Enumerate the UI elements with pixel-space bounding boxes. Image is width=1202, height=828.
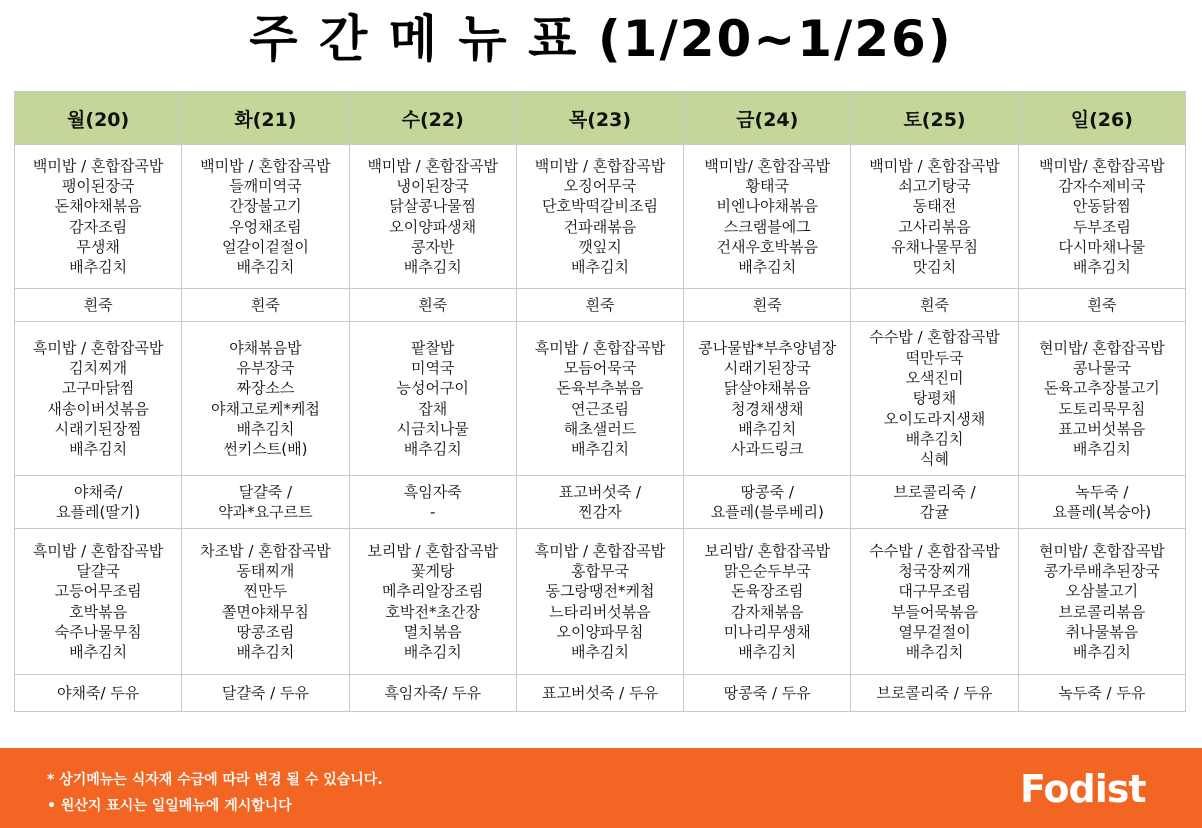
menu-cell [684, 322, 851, 476]
menu-cell [349, 145, 516, 289]
menu-item: 오색진미 [905, 369, 964, 388]
menu-item: 배추김치 [403, 440, 462, 459]
menu-item: 무생채 [76, 237, 120, 256]
menu-item: 백미밥 / 혼합잡곡밥 [367, 156, 498, 175]
menu-item: 잡채 [418, 399, 448, 418]
menu-cell [349, 476, 516, 529]
menu-item: 감자조림 [69, 217, 128, 236]
menu-item: 녹두죽 / 두유 [1058, 683, 1146, 702]
menu-item: 배추김치 [905, 429, 964, 448]
menu-item: 흰죽 [920, 295, 950, 314]
menu-item: 감자수제비국 [1058, 176, 1146, 195]
menu-item: 배추김치 [571, 643, 629, 662]
menu-item: 유부장국 [236, 358, 295, 377]
menu-item: 쫄면야채무침 [221, 602, 309, 621]
menu-item: 간장불고기 [229, 197, 302, 216]
menu-item: 대구무조림 [898, 582, 971, 601]
menu-item: 배추김치 [236, 258, 295, 277]
menu-item: 열무겉절이 [898, 622, 971, 641]
menu-item: 홍합무국 [571, 561, 629, 580]
menu-cell [851, 476, 1018, 529]
menu-cell [182, 529, 349, 675]
menu-cell [349, 322, 516, 476]
menu-item: 현미밥/ 혼합잡곡밥 [1038, 541, 1165, 560]
menu-cell [516, 675, 683, 712]
menu-item: 청경채생채 [731, 399, 804, 418]
menu-item: 흰죽 [418, 295, 448, 314]
menu-cell [15, 675, 182, 712]
menu-item: 흰죽 [752, 295, 782, 314]
menu-item: 배추김치 [1072, 643, 1131, 662]
menu-body [15, 145, 1186, 712]
menu-item: 취나물볶음 [1065, 622, 1139, 641]
menu-item: 동태전 [912, 197, 957, 216]
menu-item: 달걀국 [76, 561, 120, 580]
meal-row-supper [15, 529, 1186, 675]
menu-item: 배추김치 [69, 440, 128, 459]
menu-item: 배추김치 [236, 419, 295, 438]
menu-item: 다시마채나물 [1058, 237, 1146, 256]
menu-item: 시금치나물 [396, 419, 469, 438]
menu-item: 멸치볶음 [403, 622, 462, 641]
menu-item: 배추김치 [1072, 440, 1131, 459]
meal-row-lunch [15, 145, 1186, 289]
menu-item: 감귤 [920, 503, 950, 521]
footer-bar [0, 748, 1202, 828]
menu-item: 돈육부추볶음 [556, 379, 644, 398]
menu-item: 표고버섯죽 / 두유 [541, 683, 658, 702]
menu-item: 흑미밥 / 혼합잡곡밥 [534, 541, 666, 560]
meal-row-night [15, 675, 1186, 712]
menu-item: 시래기된장국 [723, 358, 811, 377]
menu-cell [851, 675, 1018, 712]
menu-item: 백미밥 / 혼합잡곡밥 [534, 156, 666, 175]
menu-item: 도토리묵무침 [1058, 399, 1146, 418]
menu-item: 오이양파무침 [556, 622, 644, 641]
menu-item: 팽이된장국 [61, 176, 135, 195]
menu-item: 김치찌개 [69, 358, 128, 377]
menu-item: 오이양파생채 [389, 217, 477, 236]
menu-item: 건새우호박볶음 [716, 237, 818, 256]
menu-item: 고사리볶음 [898, 217, 971, 236]
menu-item: 탕평채 [912, 389, 957, 408]
menu-item: 콩가루배추된장국 [1043, 561, 1160, 580]
menu-item: 배추김치 [738, 258, 797, 277]
day-header-row [15, 92, 1186, 145]
menu-item: 야채죽/ 두유 [57, 683, 140, 702]
menu-item: 고구마닭찜 [61, 379, 135, 398]
menu-cell [684, 476, 851, 529]
fodist-logo: Fodist [1020, 767, 1146, 811]
menu-item: 달걀죽 / [238, 482, 293, 501]
menu-item: 배추김치 [69, 643, 128, 662]
meal-row-dinner [15, 322, 1186, 476]
menu-item: 배추김치 [69, 258, 128, 277]
menu-cell [15, 529, 182, 675]
menu-item: 흑임자죽 [403, 482, 462, 501]
menu-cell [1018, 145, 1185, 289]
menu-cell [516, 529, 683, 675]
menu-item: 백미밥 / 혼합잡곡밥 [32, 156, 164, 175]
menu-item: 얼갈이겉절이 [221, 237, 309, 256]
menu-cell [1018, 289, 1185, 322]
menu-item: 쇠고기탕국 [898, 176, 971, 195]
menu-item: 메추리알장조림 [381, 582, 484, 601]
menu-item: 오이도라지생채 [883, 409, 986, 428]
menu-item: 사과드링크 [731, 440, 804, 459]
menu-item: 땅콩죽 / [740, 482, 794, 501]
menu-item: 브로콜리죽 / [893, 482, 976, 501]
menu-item: 찐만두 [243, 582, 288, 601]
menu-cell [15, 476, 182, 529]
menu-item: 호박볶음 [69, 602, 128, 621]
menu-item: 배추김치 [905, 643, 964, 662]
menu-item: 두부조림 [1072, 217, 1131, 236]
menu-item: 흰죽 [585, 295, 615, 314]
day-header-fri: 금(24) [684, 92, 851, 145]
menu-item: 연근조림 [571, 399, 629, 418]
weekly-menu-table [14, 91, 1186, 712]
menu-item: 흰죽 [250, 295, 280, 314]
menu-item: 떡만두국 [905, 348, 964, 367]
menu-item: 브로콜리볶음 [1058, 602, 1146, 621]
menu-item: 배추김치 [571, 440, 629, 459]
page-title: 주 간 메 뉴 표 (1/20~1/26) [249, 10, 953, 68]
menu-item: 땅콩죽 / 두유 [723, 683, 811, 702]
day-header-mon: 월(20) [15, 92, 182, 145]
menu-item: 현미밥/ 혼합잡곡밥 [1038, 338, 1165, 357]
menu-item: 맛김치 [912, 258, 957, 277]
notice-origin: • 원산지 표시는 일일메뉴에 게시합니다 [47, 798, 292, 814]
menu-item: 모듬어묵국 [563, 358, 637, 377]
menu-cell [851, 529, 1018, 675]
menu-item: 스크램블에그 [723, 217, 811, 236]
menu-item: 땅콩조림 [236, 622, 295, 641]
menu-item: - [429, 503, 436, 521]
menu-item: 썬키스트(배) [223, 440, 308, 459]
menu-item: 식혜 [920, 450, 950, 469]
menu-item: 우엉채조림 [229, 217, 302, 236]
menu-cell [684, 145, 851, 289]
menu-item: 차조밥 / 혼합잡곡밥 [200, 541, 331, 560]
menu-item: 흑임자죽/ 두유 [384, 683, 482, 702]
menu-cell [182, 145, 349, 289]
menu-item: 돈채야채볶음 [54, 197, 142, 216]
menu-item: 깻잎지 [578, 237, 622, 256]
menu-item: 보리밥 / 혼합잡곡밥 [367, 541, 498, 560]
menu-item: 흑미밥 / 혼합잡곡밥 [534, 338, 666, 357]
menu-cell [1018, 675, 1185, 712]
menu-item: 표고버섯죽 / [558, 482, 642, 501]
menu-item: 백미밥 / 혼합잡곡밥 [869, 156, 1000, 175]
menu-item: 안동닭찜 [1072, 197, 1131, 216]
menu-item: 야채볶음밥 [229, 338, 302, 357]
menu-item: 수수밥 / 혼합잡곡밥 [869, 541, 1000, 560]
day-header-thu: 목(23) [516, 92, 683, 145]
menu-cell [516, 476, 683, 529]
menu-cell [15, 289, 182, 322]
menu-cell [516, 289, 683, 322]
notice-menu-change: * 상기메뉴는 식자재 수급에 따라 변경 될 수 있습니다. [47, 772, 383, 788]
menu-item: 닭살콩나물찜 [389, 197, 477, 216]
menu-item: 새송이버섯볶음 [47, 399, 149, 418]
menu-item: 콩나물밥*부추양념장 [698, 338, 837, 357]
menu-cell [851, 289, 1018, 322]
menu-item: 시래기된장찜 [54, 419, 142, 438]
menu-cell [349, 529, 516, 675]
menu-cell [516, 145, 683, 289]
menu-item: 건파래볶음 [563, 217, 637, 236]
menu-cell [15, 145, 182, 289]
menu-cell [182, 675, 349, 712]
menu-item: 배추김치 [236, 643, 295, 662]
menu-cell [182, 289, 349, 322]
menu-cell [851, 145, 1018, 289]
menu-item: 콩나물국 [1072, 358, 1131, 377]
day-header-tue: 화(21) [182, 92, 349, 145]
menu-item: 배추김치 [1072, 258, 1131, 277]
menu-item: 녹두죽 / [1075, 482, 1129, 501]
menu-item: 숙주나물무침 [54, 622, 142, 641]
menu-item: 닭살야채볶음 [723, 379, 811, 398]
menu-item: 꽃게탕 [410, 561, 455, 580]
menu-item: 흰죽 [83, 295, 113, 314]
menu-item: 오삼불고기 [1065, 582, 1139, 601]
day-header-sun: 일(26) [1018, 92, 1185, 145]
menu-item: 오징어무국 [563, 176, 637, 195]
menu-item: 미역국 [410, 358, 455, 377]
menu-cell [349, 675, 516, 712]
menu-item: 요플레(복숭아) [1052, 503, 1152, 521]
menu-item: 능성어구이 [396, 379, 469, 398]
menu-item: 백미밥 / 혼합잡곡밥 [200, 156, 331, 175]
menu-item: 비엔나야채볶음 [716, 197, 818, 216]
menu-cell [1018, 322, 1185, 476]
meal-row-snack [15, 476, 1186, 529]
menu-item: 맑은순두부국 [723, 561, 811, 580]
day-header-wed: 수(22) [349, 92, 516, 145]
menu-item: 백미밥/ 혼합잡곡밥 [1038, 156, 1165, 175]
menu-item: 보리밥/ 혼합잡곡밥 [704, 541, 831, 560]
day-header-sat: 토(25) [851, 92, 1018, 145]
menu-item: 돈육고추장불고기 [1043, 379, 1160, 398]
menu-item: 들깨미역국 [229, 176, 302, 195]
menu-item: 야채고로케*케첩 [210, 399, 320, 418]
menu-item: 달걀죽 / 두유 [221, 683, 309, 702]
menu-item: 동태찌개 [236, 561, 295, 580]
menu-item: 흑미밥 / 혼합잡곡밥 [32, 338, 164, 357]
menu-cell [516, 322, 683, 476]
menu-item: 요플레(딸기) [56, 503, 141, 521]
menu-cell [15, 322, 182, 476]
menu-item: 배추김치 [403, 258, 462, 277]
menu-cell [182, 322, 349, 476]
menu-item: 동그랑땡전*케첩 [545, 582, 655, 601]
menu-item: 수수밥 / 혼합잡곡밥 [869, 328, 1000, 347]
menu-item: 배추김치 [403, 643, 462, 662]
menu-item: 청국장찌개 [898, 561, 971, 580]
menu-item: 브로콜리죽 / 두유 [876, 683, 993, 702]
menu-cell [349, 289, 516, 322]
menu-item: 표고버섯볶음 [1058, 419, 1146, 438]
menu-item: 배추김치 [738, 643, 797, 662]
menu-item: 배추김치 [738, 419, 797, 438]
menu-item: 백미밥/ 혼합잡곡밥 [704, 156, 831, 175]
menu-cell [1018, 476, 1185, 529]
menu-item: 느타리버섯볶음 [549, 602, 651, 621]
menu-item: 해초샐러드 [563, 419, 637, 438]
meal-row-porridge [15, 289, 1186, 322]
menu-item: 찐감자 [578, 503, 622, 521]
menu-item: 야채죽/ [73, 482, 123, 501]
menu-item: 단호박떡갈비조림 [542, 197, 658, 216]
menu-item: 흰죽 [1087, 295, 1117, 314]
menu-item: 요플레(블루베리) [710, 503, 824, 521]
menu-item: 배추김치 [571, 258, 629, 277]
menu-cell [1018, 529, 1185, 675]
menu-item: 콩자반 [410, 237, 455, 256]
menu-item: 돈육장조림 [731, 582, 804, 601]
menu-cell [182, 476, 349, 529]
menu-item: 감자채볶음 [731, 602, 804, 621]
menu-item: 냉이된장국 [396, 176, 469, 195]
menu-cell [684, 675, 851, 712]
menu-item: 황태국 [745, 176, 789, 195]
menu-item: 부들어묵볶음 [891, 602, 979, 621]
menu-item: 유채나물무침 [891, 237, 979, 256]
menu-item: 약과*요구르트 [218, 503, 313, 521]
menu-cell [684, 529, 851, 675]
menu-item: 팥찰밥 [410, 338, 455, 357]
menu-item: 미나리무생채 [723, 622, 811, 641]
menu-cell [851, 322, 1018, 476]
menu-item: 고등어무조림 [54, 582, 142, 601]
menu-item: 흑미밥 / 혼합잡곡밥 [32, 541, 164, 560]
menu-item: 호박전*초간장 [385, 602, 480, 621]
menu-item: 짜장소스 [236, 379, 295, 398]
menu-cell [684, 289, 851, 322]
